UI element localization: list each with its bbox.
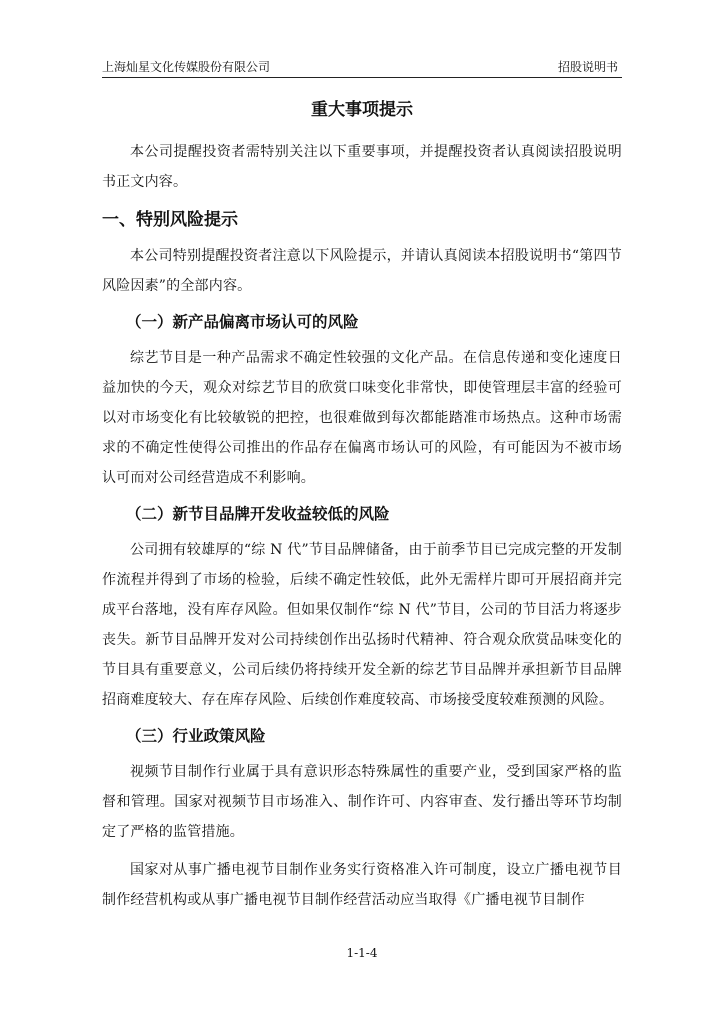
subsection-3-paragraph-1: 视频节目制作行业属于具有意识形态特殊属性的重要产业，受到国家严格的监督和管理。国家对视频节目市场准入、制作许可、内容审查、发行播出等环节均制定了严格的监管措施。 (102, 764, 622, 840)
subsection-heading-2: （二）新节目品牌开发收益较低的风险 (126, 505, 390, 523)
subsection-1-paragraph: 综艺节目是一种产品需求不确定性较强的文化产品。在信息传递和变化速度日益加快的今天，观众对综艺节目的欣赏口味变化非常快，即使管理层丰富的经验可以对市场变化有比较敏锐的把控，也很难做到每次都能踏准市场热点。这种市场需求的不确定性使得公司推出的作品存在偏离市场认可的风险，有可能因为不被市场认可而对公司经营造成不利影响。 (102, 350, 622, 486)
subsection-heading-3: （三）行业政策风险 (126, 727, 266, 745)
subsection-heading-1: （一）新产品偏离市场认可的风险 (126, 313, 359, 331)
subsection-2-paragraph: 公司拥有较雄厚的“综 N 代”节目品牌储备，由于前季节目已完成完整的开发制作流程并得到了市场的检验，后续不确定性较低，此外无需样片即可开展招商并完成平台落地，没有库存风险。但如果仅制作“综 N 代”节目，公司的节目活力将逐步丧失。新节目品牌开发对公司持续创作出弘扬时代精神、符合观众欣赏品味变化的节目具有重要意义，公司后续仍将持续开发全新的综艺节目品牌并承担新节目品牌招商难度较大、存在库存风险、后续创作难度较高、市场接受度较难预测的风险。 (102, 542, 622, 708)
header-doc-title: 招股说明书 (557, 60, 618, 74)
page-number: 1-1-4 (346, 946, 378, 960)
page-title: 重大事项提示 (311, 100, 413, 120)
page-content (102, 95, 622, 915)
section-heading-special-risk: 一、特别风险提示 (102, 210, 238, 230)
intro-paragraph: 本公司提醒投资者需特别关注以下重要事项，并提醒投资者认真阅读招股说明书正文内容。 (102, 144, 622, 190)
subsection-3-paragraph-2: 国家对从事广播电视节目制作业务实行资格准入许可制度，设立广播电视节目制作经营机构或从事广播电视节目制作经营活动应当取得《广播电视节目制作 (102, 862, 622, 908)
section-intro-paragraph: 本公司特别提醒投资者注意以下风险提示，并请认真阅读本招股说明书“第四节 风险因素”的全部内容。 (102, 248, 622, 294)
page-header (102, 57, 622, 78)
header-company: 上海灿星文化传媒股份有限公司 (102, 60, 271, 74)
